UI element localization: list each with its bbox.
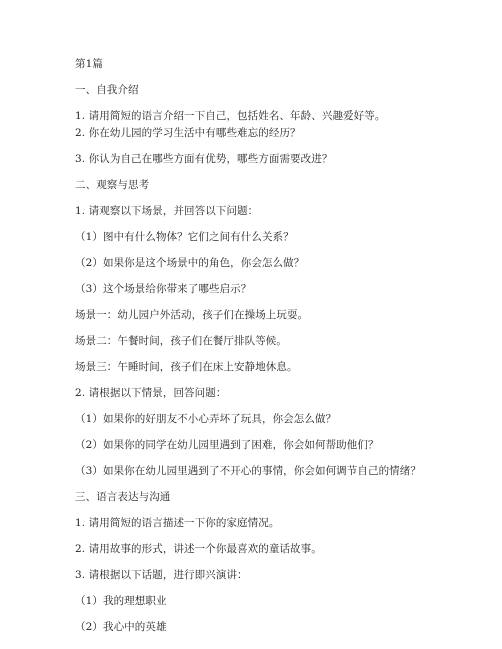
scene-line: 场景一：幼儿园户外活动，孩子们在操场上玩耍。	[75, 309, 309, 321]
sub-question-line: （2）我心中的英雄	[75, 621, 167, 633]
question-line: 1. 请观察以下场景，并回答以下问题：	[75, 205, 259, 217]
sub-question-line: （1）我的理想职业	[75, 595, 167, 607]
sub-question-line: （2）如果你是这个场景中的角色，你会怎么做？	[75, 257, 305, 269]
sub-question-line: （1）如果你的好朋友不小心弄坏了玩具，你会怎么做？	[75, 413, 337, 425]
sub-question-line: （3）如果你在幼儿园里遇到了不开心的事情，你会如何调节自己的情绪？	[75, 465, 421, 477]
scene-line: 场景二：午餐时间，孩子们在餐厅排队等候。	[75, 335, 287, 347]
sub-question-line: （3）这个场景给你带来了哪些启示？	[75, 283, 252, 295]
sub-question-line: （2）如果你的同学在幼儿园里遇到了困难，你会如何帮助他们？	[75, 439, 379, 451]
question-line: 3. 你认为自己在哪些方面有优势，哪些方面需要改进？	[75, 153, 333, 165]
document-heading: 第1篇	[75, 58, 103, 70]
question-line: 3. 请根据以下话题，进行即兴演讲：	[75, 569, 248, 581]
question-line: 2. 请用故事的形式，讲述一个你最喜欢的童话故事。	[75, 543, 322, 555]
scene-line: 场景三：午睡时间，孩子们在床上安静地休息。	[75, 361, 298, 373]
question-line: 2. 你在幼儿园的学习生活中有哪些难忘的经历？	[75, 127, 301, 139]
question-line: 1. 请用简短的语言介绍一下自己，包括姓名、年龄、兴趣爱好等。	[75, 110, 386, 122]
section-heading-observation: 二、观察与思考	[75, 179, 150, 191]
question-line: 1. 请用简短的语言描述一下你的家庭情况。	[75, 517, 280, 529]
section-heading-self-intro: 一、自我介绍	[75, 84, 139, 96]
sub-question-line: （1）图中有什么物体？它们之间有什么关系？	[75, 231, 294, 243]
section-heading-language: 三、语言表达与沟通	[75, 491, 171, 503]
question-line: 2. 请根据以下情景，回答问题：	[75, 387, 227, 399]
